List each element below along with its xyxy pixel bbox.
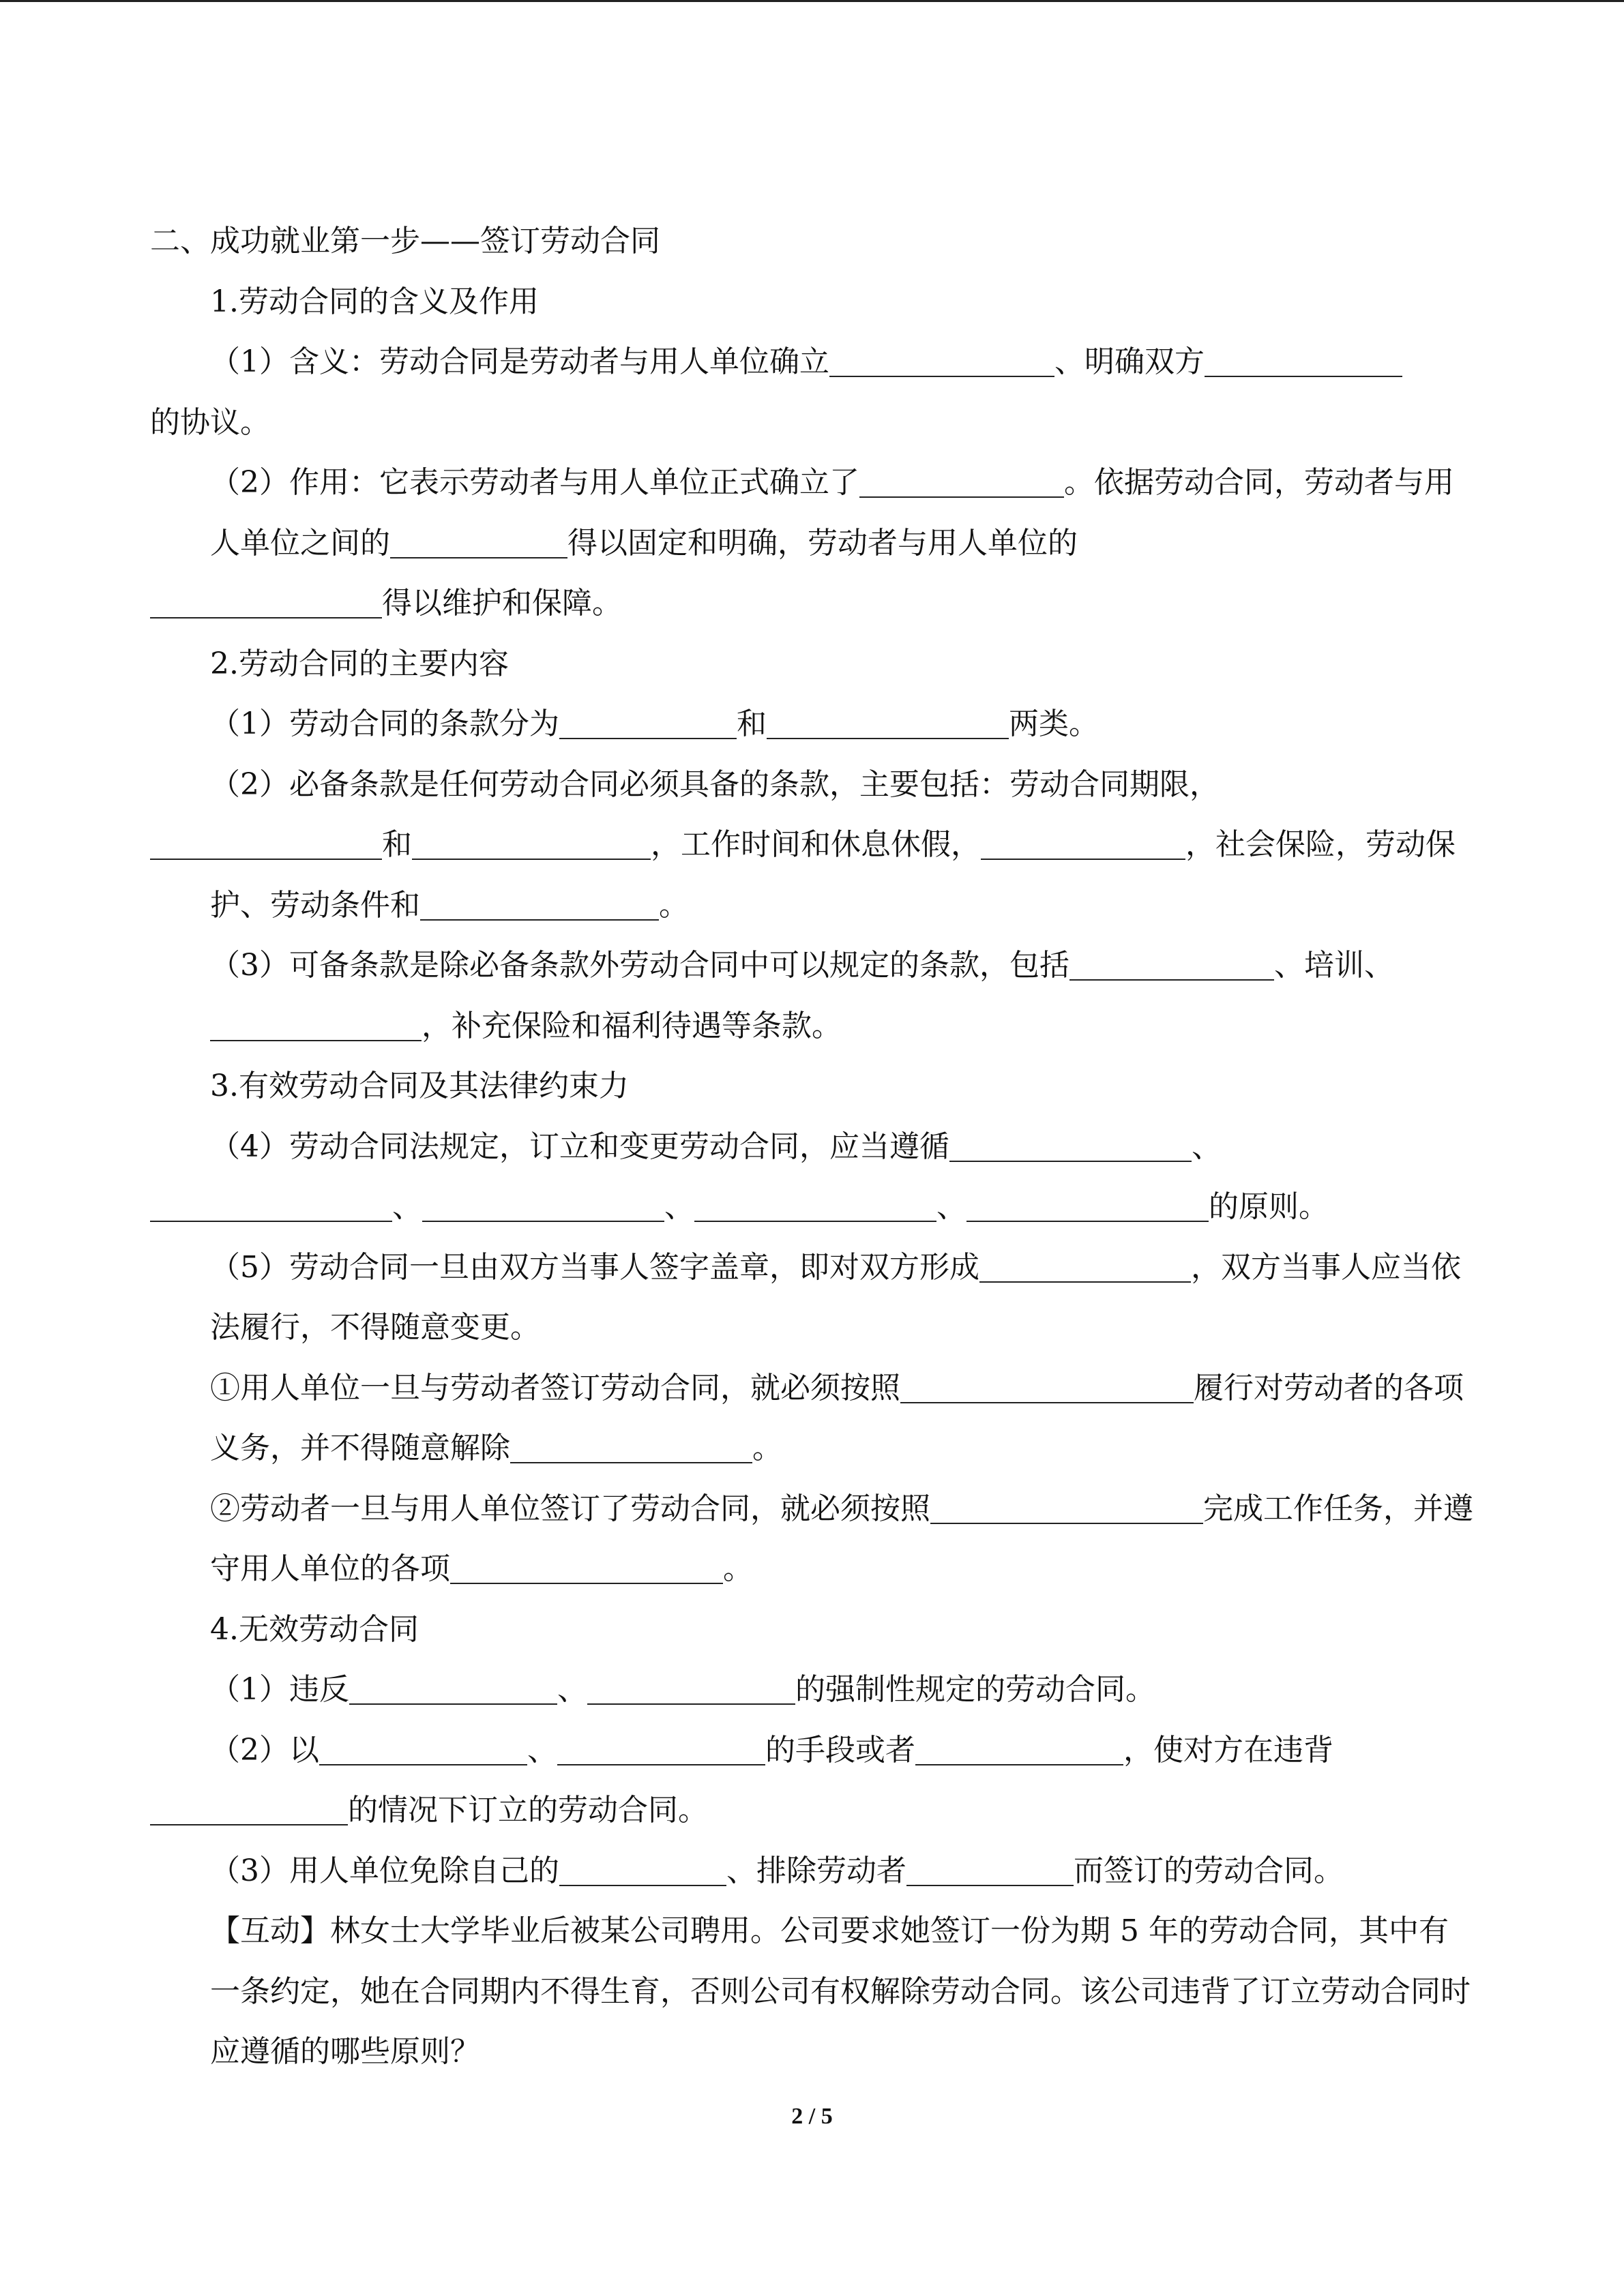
paragraph-4-3: （3）用人单位免除自己的 、排除劳动者 而签订的劳动合同。: [150, 1841, 1473, 1902]
fill-blank: [694, 1182, 936, 1222]
fill-blank: [949, 1122, 1192, 1162]
fill-blank: [966, 1182, 1209, 1222]
fill-blank: [979, 1243, 1191, 1283]
document-page: [150, 211, 1473, 2083]
fill-blank: [829, 338, 1054, 377]
subheading-2: 2.劳动合同的主要内容: [210, 646, 509, 681]
fill-blank: [1069, 941, 1274, 981]
subheading-1: 1.劳动合同的含义及作用: [210, 284, 539, 319]
fill-blank: [981, 820, 1185, 860]
fill-blank: [510, 1424, 752, 1463]
fill-blank: [422, 1182, 664, 1222]
paragraph-3-4: （4）劳动合同法规定，订立和变更劳动合同，应当遵循 、 、 、 、 的原则。: [150, 1117, 1473, 1238]
subheading-4: 4.无效劳动合同: [210, 1611, 419, 1647]
fill-blank: [767, 700, 1009, 739]
fill-blank: [450, 1545, 723, 1584]
fill-blank: [915, 1726, 1123, 1765]
section-title: 二、成功就业第一步——签订劳动合同: [150, 224, 660, 258]
fill-blank: [906, 1847, 1074, 1886]
fill-blank: [319, 1726, 527, 1765]
fill-blank: [559, 700, 737, 739]
fill-blank: [859, 458, 1064, 498]
fill-blank: [587, 1665, 795, 1705]
subheading-3: 3.有效劳动合同及其法律约束力: [210, 1069, 629, 1103]
paragraph-2-1: （1）劳动合同的条款分为 和 两类。: [150, 694, 1473, 755]
fill-blank: [557, 1726, 765, 1765]
paragraph-4-1: （1）违反 、 的强制性规定的劳动合同。: [150, 1660, 1473, 1720]
fill-blank: [412, 820, 651, 860]
fill-blank: [150, 1182, 392, 1222]
fill-blank: [349, 1665, 557, 1705]
fill-blank: [930, 1485, 1203, 1524]
fill-blank: [420, 881, 659, 921]
fill-blank: [559, 1847, 726, 1886]
clause-employer: ①用人单位一旦与劳动者签订劳动合同，就必须按照 履行对劳动者的各项义务，并不得随意解除 。: [150, 1358, 1473, 1479]
paragraph-2-2: （2）必备条款是任何劳动合同必须具备的条款，主要包括：劳动合同期限， 和 ，工作时间和休息休假， ，社会保险，劳动保护、劳动条件和 。: [150, 755, 1473, 936]
fill-blank: [210, 1002, 422, 1041]
fill-blank: [150, 1786, 348, 1825]
fill-blank: [390, 519, 567, 558]
fill-blank: [900, 1364, 1194, 1403]
paragraph-2-3: （3）可备条款是除必备条款外劳动合同中可以规定的条款，包括 、培训、，补充保险和福利待遇等条款。: [150, 936, 1473, 1056]
paragraph-3-5: （5）劳动合同一旦由双方当事人签字盖章，即对双方形成 ，双方当事人应当依法履行，不得随意变更。: [150, 1238, 1473, 1358]
fill-blank: [1205, 338, 1402, 377]
top-border-line: [0, 0, 1624, 2]
fill-blank: [150, 579, 382, 618]
paragraph-4-2: （2）以 、 的手段或者 ，使对方在违背 的情况下订立的劳动合同。: [150, 1720, 1473, 1841]
paragraph-1-2: （2）作用：它表示劳动者与用人单位正式确立了 。依据劳动合同，劳动者与用人单位之间的 得以固定和明确，劳动者与用人单位的 得以维护和保障。: [150, 453, 1473, 634]
clause-employee: ②劳动者一旦与用人单位签订了劳动合同，就必须按照 完成工作任务，并遵守用人单位的各项 。: [150, 1479, 1473, 1600]
fill-blank: [150, 820, 382, 860]
paragraph-1-1: （1）含义：劳动合同是劳动者与用人单位确立 、明确双方 的协议。: [150, 332, 1473, 453]
page-number: 2 / 5: [791, 2104, 833, 2129]
interaction-question: 【互动】林女士大学毕业后被某公司聘用。公司要求她签订一份为期 5 年的劳动合同，其中有一条约定，她在合同期内不得生育，否则公司有权解除劳动合同。该公司违背了订立劳动合同时应遵循的哪些原则？: [210, 1913, 1471, 2069]
